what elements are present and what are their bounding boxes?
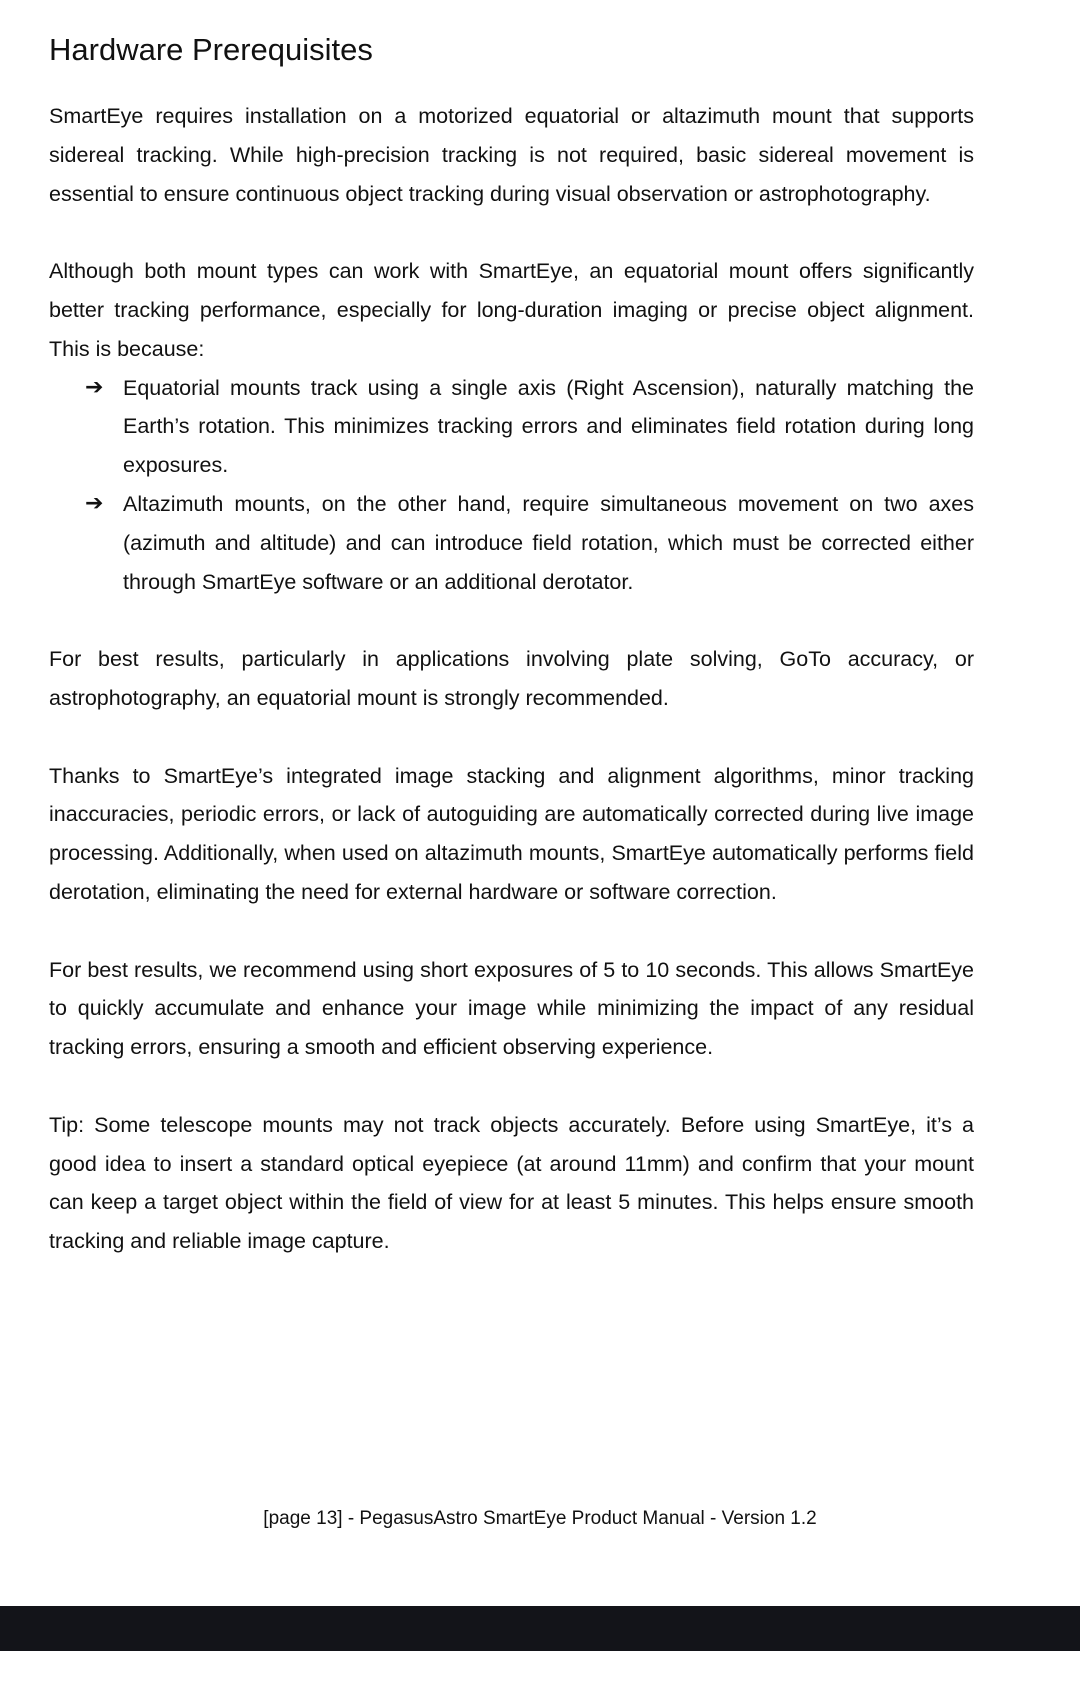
page-content	[49, 28, 974, 1300]
paragraph-exposures: For best results, we recommend using short exposures of 5 to 10 seconds. This allows SmartEye to quickly accumulate and enhance your image while minimizing the impact of any residual tracking errors, ensuring a smooth and efficient observing experience.	[49, 957, 974, 1060]
bullet-equatorial	[49, 369, 974, 485]
bullet-text: Equatorial mounts track using a single axis (Right Ascension), naturally matching the Earth’s rotation. This minimizes tracking errors and eliminates field rotation during long exposures.	[123, 375, 974, 478]
bottom-bar	[0, 1606, 1080, 1651]
arrow-right-icon: ➔	[85, 374, 104, 400]
mount-bullet-list	[49, 369, 974, 602]
paragraph-mount-requirement: SmartEye requires installation on a motorized equatorial or altazimuth mount that supports sidereal tracking. While high-precision tracking is not required, basic sidereal movement is essential to ensure continuous object tracking during visual observation or astrophotography.	[49, 104, 974, 206]
paragraph-stacking: Thanks to SmartEye’s integrated image stacking and alignment algorithms, minor tracking inaccuracies, periodic errors, or lack of autoguiding are automatically corrected during live image processing. Additionally, when used on altazimuth mounts, SmartEye automatically performs field derotation, eliminating the need for external hardware or software correction.	[49, 763, 974, 904]
page-heading: Hardware Prerequisites	[49, 32, 373, 67]
bottom-space	[0, 1651, 1080, 1691]
paragraph-recommendation: For best results, particularly in applications involving plate solving, GoTo accuracy, or astrophotography, an equatorial mount is strongly recommended.	[49, 647, 974, 710]
paragraph-tip: Tip: Some telescope mounts may not track objects accurately. Before using SmartEye, it’s a good idea to insert a standard optical eyepiece (at around 11mm) and confirm that your mount can keep a target object within the field of view for at least 5 minutes. This helps ensure smooth tracking and reliable image capture.	[49, 1112, 974, 1254]
bullet-text: Altazimuth mounts, on the other hand, require simultaneous movement on two axes (azimuth and altitude) and can introduce field rotation, which must be corrected either through SmartEye software or an additional derotator.	[123, 491, 974, 594]
page-footer: [page 13] - PegasusAstro SmartEye Product Manual - Version 1.2	[263, 1508, 817, 1529]
paragraph-mount-comparison: Although both mount types can work with SmartEye, an equatorial mount offers significantly better tracking performance, especially for long-duration imaging or precise object alignment. This is because:	[49, 259, 974, 361]
bullet-altazimuth	[49, 485, 974, 601]
arrow-right-icon: ➔	[85, 490, 104, 516]
